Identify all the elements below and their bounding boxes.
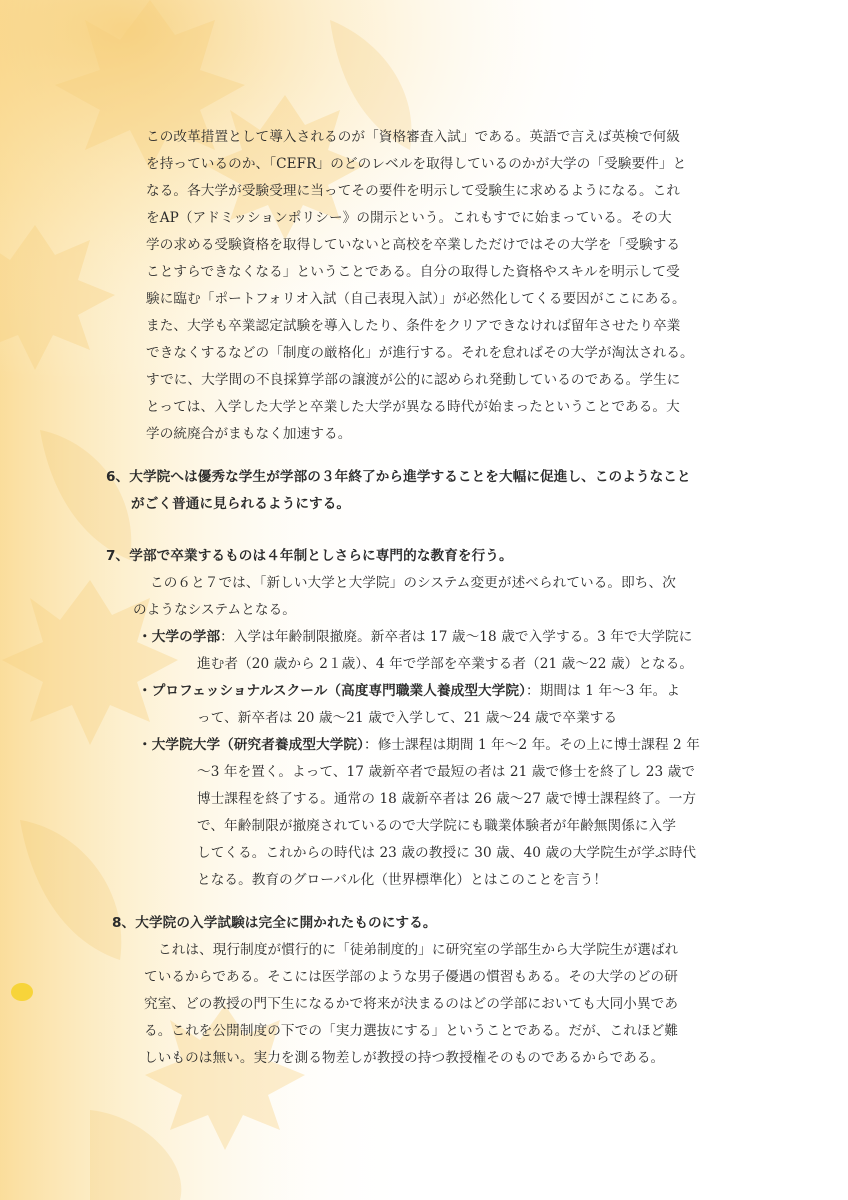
bullet-label: ・プロフェッショナルスクール（高度専門職業人養成型大学院） xyxy=(138,683,527,699)
paragraph-1-line: 学の統廃合がまもなく加速する。 xyxy=(146,426,352,442)
bullet-text-line: で、年齢制限が撤廃されているので大学院にも職業体験者が年齢無関係に入学 xyxy=(197,818,677,834)
item-8-body-line: これは、現行制度が慣行的に「徒弟制度的」に研究室の学部生から大学院生が選ばれ xyxy=(158,942,679,958)
item-7-intro: のようなシステムとなる。 xyxy=(133,602,296,618)
item-8-body-line: しいものは無い。実力を測る物差しが教授の持つ教授権そのものであるからである。 xyxy=(144,1050,665,1066)
paragraph-1-line: できなくするなどの「制度の厳格化」が進行する。それを怠ればその大学が淘汰される。 xyxy=(146,345,694,361)
item-6-heading: 6、大学院へは優秀な学生が学部の３年終了から進学することを大幅に促進し、このようなこと xyxy=(106,469,691,485)
item-6-heading-cont: がごく普通に見られるようにする。 xyxy=(131,496,351,512)
paragraph-1-line: をAP（アドミッションポリシー》の開示という。これもすでに始まっている。その大 xyxy=(146,210,672,226)
bullet-text-line: してくる。これからの時代は 23 歳の教授に 30 歳、40 歳の大学院生が学ぶ時代 xyxy=(197,845,697,861)
item-8-body-line: 究室、どの教授の門下生になるかで将来が決まるのはどの学部においても大同小異であ xyxy=(144,996,679,1012)
bullet-text-line: 博士課程を終了する。通常の 18 歳新卒者は 26 歳～27 歳で博士課程終了。一方 xyxy=(197,791,697,807)
paragraph-1-line: また、大学も卒業認定試験を導入したり、条件をクリアできなければ留年させたり卒業 xyxy=(146,318,681,334)
paragraph-1-line: 学の求める受験資格を取得していないと高校を卒業しただけではその大学を「受験する xyxy=(146,237,681,253)
bullet-text-line: って、新卒者は 20 歳～21 歳で入学して、21 歳～24 歳で卒業する xyxy=(197,710,618,726)
bullet-text: ：入学は年齢制限撤廃。新卒者は 17 歳～18 歳で入学する。3 年で大学院に xyxy=(220,629,693,645)
bullet-label: ・大学の学部 xyxy=(138,629,221,645)
paragraph-1-line: ことすらできなくなる」ということである。自分の取得した資格やスキルを明示して受 xyxy=(146,264,680,280)
paragraph-1-line: とっては、入学した大学と卒業した大学が異なる時代が始まったということである。大 xyxy=(146,399,680,415)
item-7-heading: 7、学部で卒業するものは４年制としさらに専門的な教育を行う。 xyxy=(106,548,513,564)
item-8-heading: 8、大学院の入学試験は完全に開かれたものにする。 xyxy=(112,915,437,931)
bullet-text-line: ～3 年を置く。よって、17 歳新卒者で最短の者は 21 歳で修士を終了し 23 歳で xyxy=(197,764,696,780)
item-7-intro: この６と７では、「新しい大学と大学院」のシステム変更が述べられている。即ち、次 xyxy=(150,575,676,591)
paragraph-1-line: すでに、大学間の不良採算学部の譲渡が公的に認められ発動しているのである。学生に xyxy=(146,372,681,388)
bullet-graduate-university xyxy=(138,736,700,754)
paragraph-1-line: を持っているのか、「CEFR」のどのレベルを取得しているのかが大学の「受験要件」と xyxy=(146,156,687,172)
bullet-text: ：期間は 1 年～3 年。よ xyxy=(526,683,681,699)
paragraph-1-line: 験に臨む「ポートフォリオ入試（自己表現入試）」が必然化してくる要因がここにある。 xyxy=(146,291,686,307)
bullet-text: ：修士課程は期間 1 年～2 年。その上に博士課程 2 年 xyxy=(364,737,700,753)
paragraph-1-line: この改革措置として導入されるのが「資格審査入試」である。英語で言えば英検で何級 xyxy=(146,129,681,145)
bullet-professional-school xyxy=(138,682,680,700)
paragraph-1-line: なる。各大学が受験受理に当ってその要件を明示して受験生に求めるようになる。これ xyxy=(146,183,681,199)
bullet-text-line: となる。教育のグローバル化（世界標準化）とはこのことを言う！ xyxy=(197,872,608,888)
item-8-body-line: る。これを公開制度の下での「実力選抜にする」ということである。だが、これほど難 xyxy=(144,1023,679,1039)
item-8-body-line: ているからである。そこには医学部のような男子優遇の慣習もある。その大学のどの研 xyxy=(144,969,678,985)
bullet-text-line: 進む者（20 歳から 2１歳）、4 年で学部を卒業する者（21 歳～22 歳）となる。 xyxy=(197,656,694,672)
bullet-label: ・大学院大学（研究者養成型大学院） xyxy=(138,737,364,753)
bullet-undergraduate xyxy=(138,628,692,646)
